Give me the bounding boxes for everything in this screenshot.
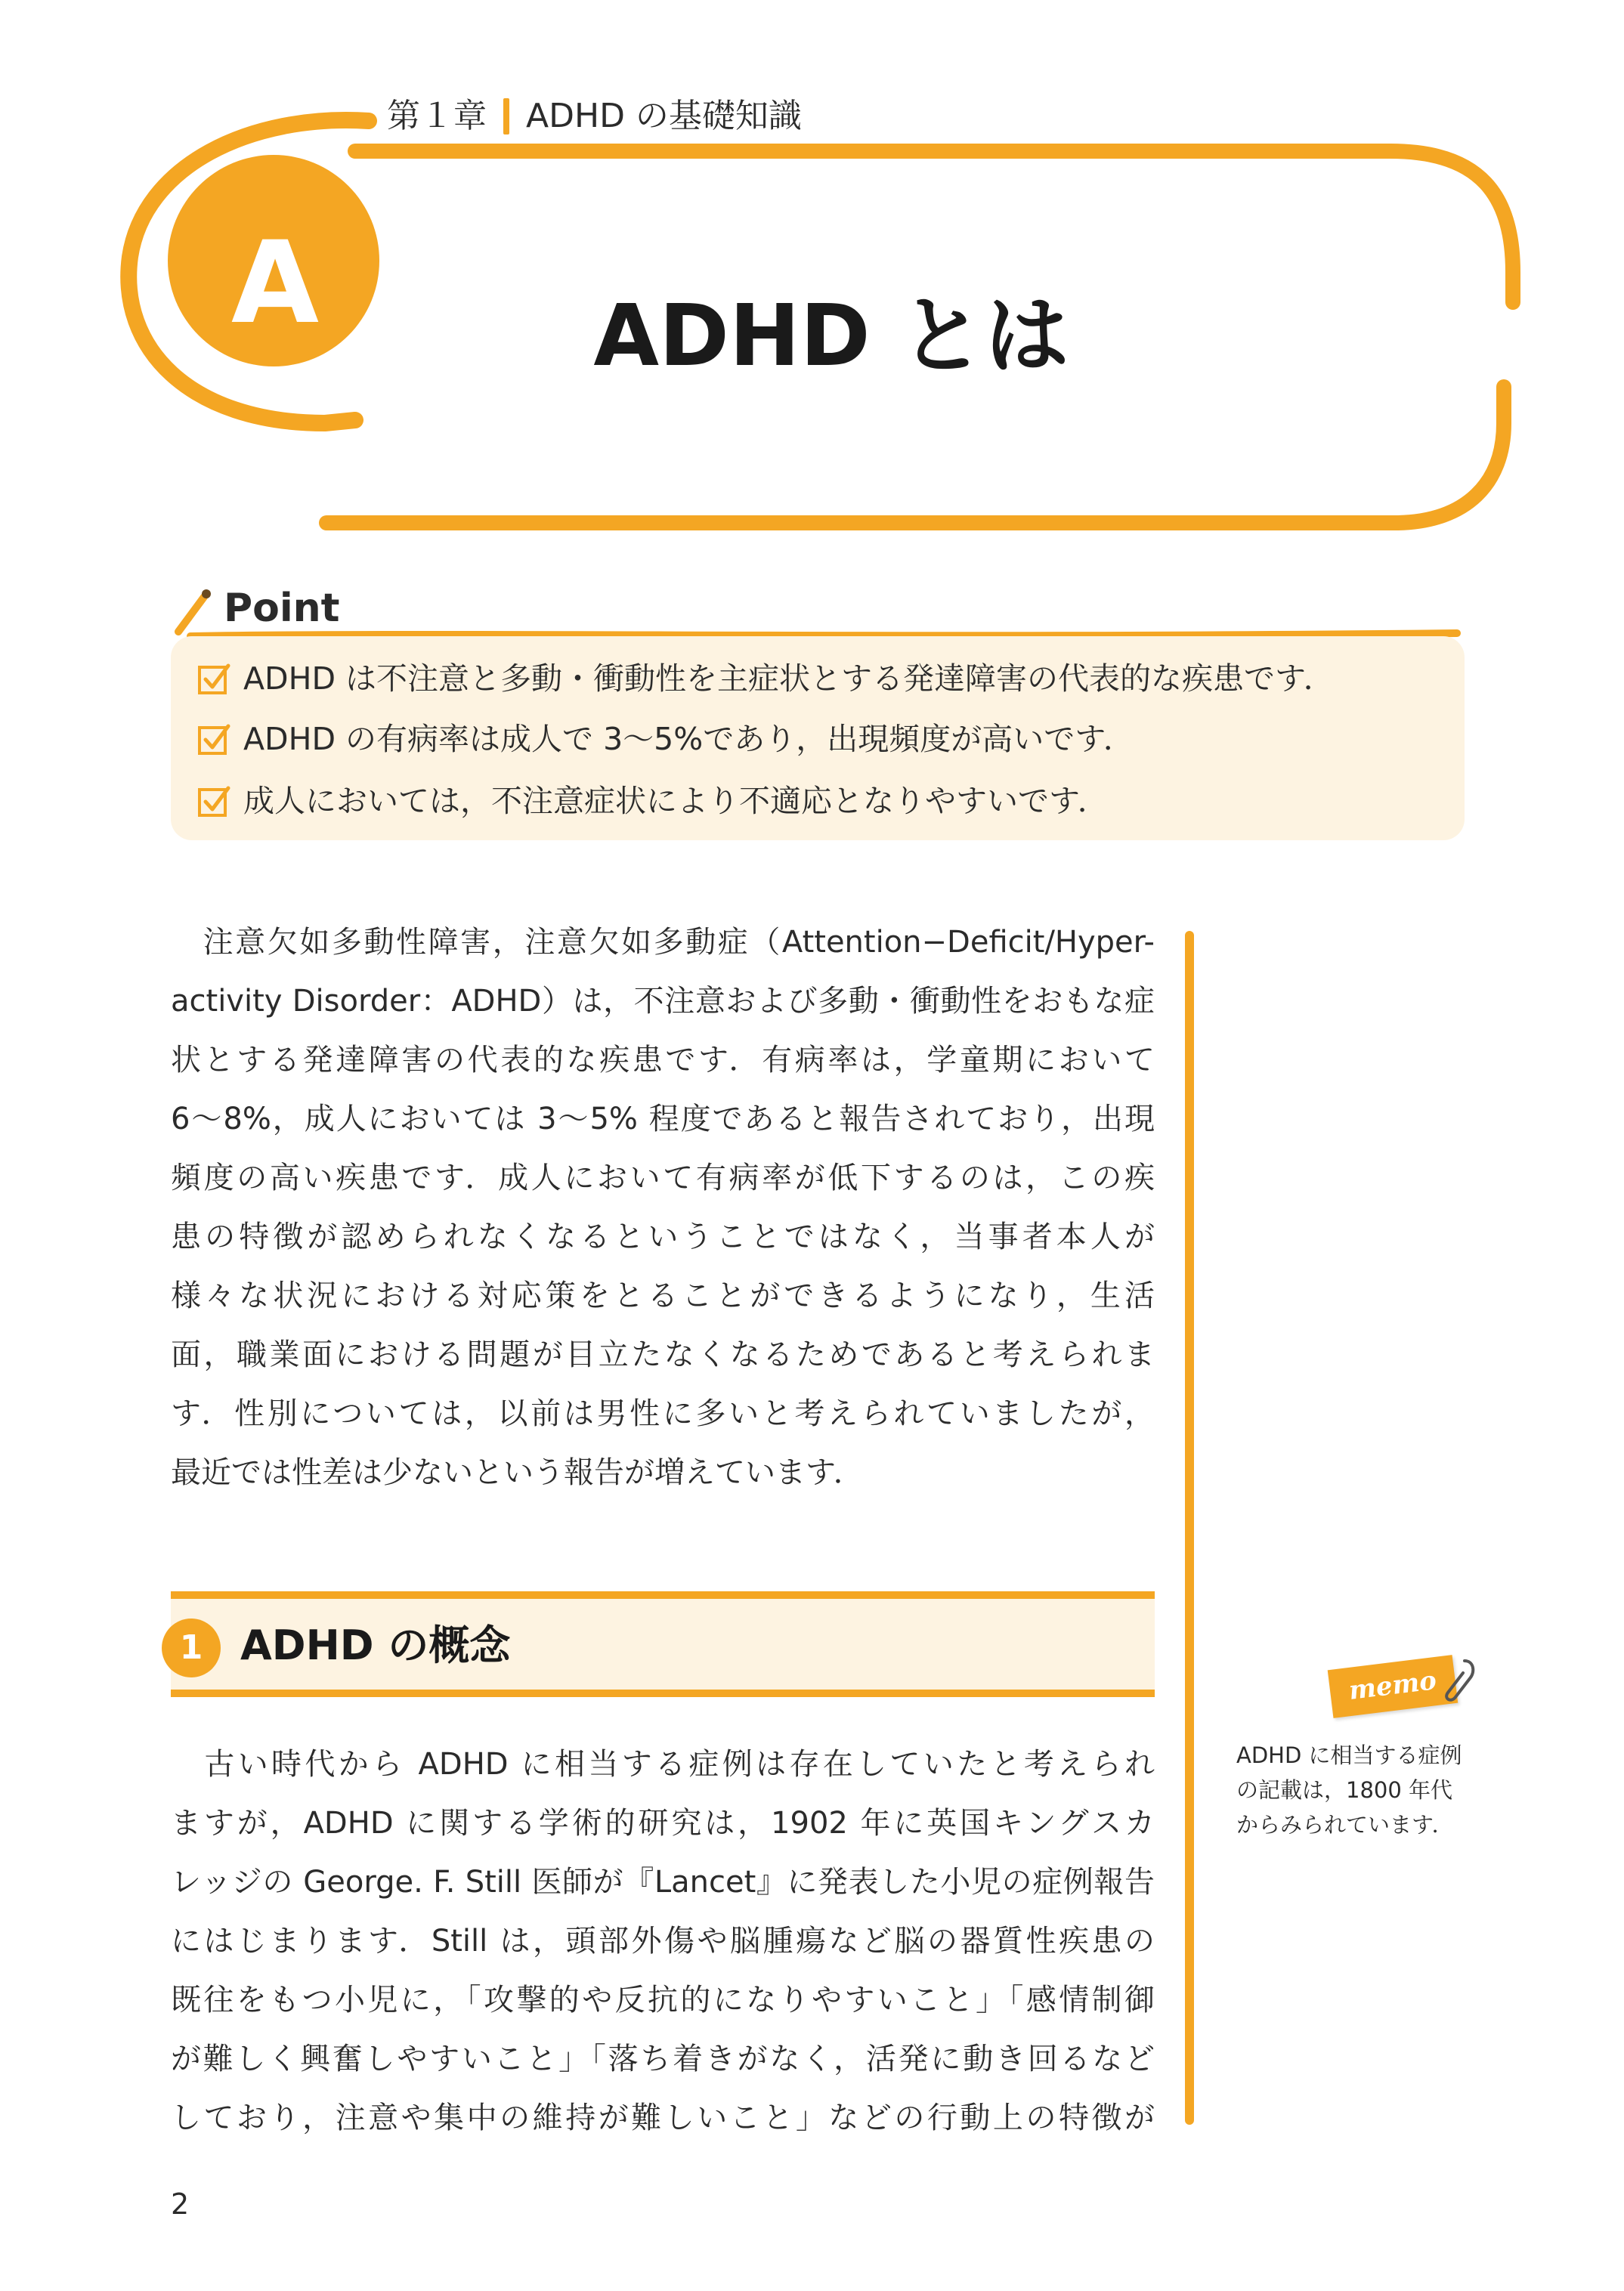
- page-number: 2: [171, 2187, 190, 2221]
- paragraph-line: が難しく興奮しやすいこと」「落ち着きがなく，活発に動き回るなど: [171, 2042, 1155, 2076]
- section-heading: ADHD の概念: [240, 1622, 511, 1669]
- paragraph-line: 注意欠如多動性障害，注意欠如多動症（Attention−Deficit/Hyper-: [171, 925, 1155, 960]
- paperclip-icon: [1442, 1655, 1480, 1708]
- intro-paragraph: [171, 913, 1155, 1502]
- memo-line: の記載は，1800 年代: [1236, 1777, 1453, 1803]
- margin-rule: [1185, 931, 1194, 2125]
- point-item-text: 成人においては，不注意症状により不適応となりやすいです．: [243, 783, 1109, 819]
- frame-bottom-line: [326, 387, 1504, 523]
- paragraph-line: activity Disorder：ADHD）は，不注意および多動・衝動性をおもな症: [171, 984, 1155, 1019]
- paragraph-line: 既往をもつ小児に，「攻撃的や反抗的になりやすいこと」「感情制御: [171, 1983, 1155, 2017]
- chapter-title: ADHD の基礎知識: [526, 97, 802, 135]
- pencil-tip: [202, 589, 211, 598]
- paragraph-line: 6〜8%，成人においては 3〜5% 程度であると報告されており，出現: [171, 1102, 1155, 1136]
- memo-line: ADHD に相当する症例: [1236, 1742, 1462, 1768]
- point-item: [196, 656, 1335, 701]
- chapter-separator: [503, 98, 509, 134]
- memo-tag: memo: [1328, 1655, 1459, 1718]
- point-item-text: ADHD は不注意と多動・衝動性を主症状とする発達障害の代表的な疾患です．: [243, 660, 1335, 697]
- paragraph-line: 患の特徴が認められなくなるということではなく，当事者本人が: [171, 1220, 1155, 1254]
- pencil-icon: [178, 597, 204, 632]
- section1-paragraph: [171, 1735, 1155, 2147]
- paragraph-line: にはじまります．Still は，頭部外傷や脳腫瘍など脳の器質性疾患の: [171, 1924, 1155, 1959]
- paragraph-line: しており，注意や集中の維持が難しいこと」などの行動上の特徴が: [171, 2101, 1155, 2135]
- memo-note: [1236, 1738, 1486, 1842]
- paragraph-line: 最近では性差は少ないという報告が増えています．: [171, 1455, 864, 1490]
- page-title: ADHD とは: [593, 287, 1069, 385]
- section-letter: A: [230, 218, 320, 349]
- paragraph-line: す．性別については，以前は男性に多いと考えられていましたが，: [171, 1396, 1155, 1431]
- chapter-number: 第１章: [387, 97, 487, 135]
- memo-line: からみられています．: [1236, 1812, 1454, 1838]
- checkbox-icon: [196, 661, 231, 696]
- paragraph-line: 様々な状況における対応策をとることができるようになり，生活: [171, 1278, 1155, 1313]
- point-item: [196, 778, 1109, 824]
- point-item-text: ADHD の有病率は成人で 3〜5%であり，出現頻度が高いです．: [243, 721, 1134, 757]
- point-heading: Point: [224, 586, 340, 631]
- checkbox-icon: [196, 722, 231, 756]
- paragraph-line: レッジの George. F. Still 医師が『Lancet』に発表した小児の症例報告: [171, 1865, 1155, 1900]
- paragraph-line: 面，職業面における問題が目立たなくなるためであると考えられま: [171, 1337, 1155, 1372]
- checkbox-icon: [196, 784, 231, 818]
- chapter-label: [387, 94, 802, 139]
- paragraph-line: 古い時代から ADHD に相当する症例は存在していたと考えられ: [171, 1747, 1155, 1782]
- point-item: [196, 716, 1134, 762]
- paragraph-line: 頻度の高い疾患です．成人において有病率が低下するのは，この疾: [171, 1161, 1155, 1195]
- section-number-badge: 1: [162, 1619, 221, 1677]
- paragraph-line: ますが，ADHD に関する学術的研究は，1902 年に英国キングスカ: [171, 1806, 1155, 1841]
- paragraph-line: 状とする発達障害の代表的な疾患です．有病率は，学童期において: [171, 1043, 1155, 1077]
